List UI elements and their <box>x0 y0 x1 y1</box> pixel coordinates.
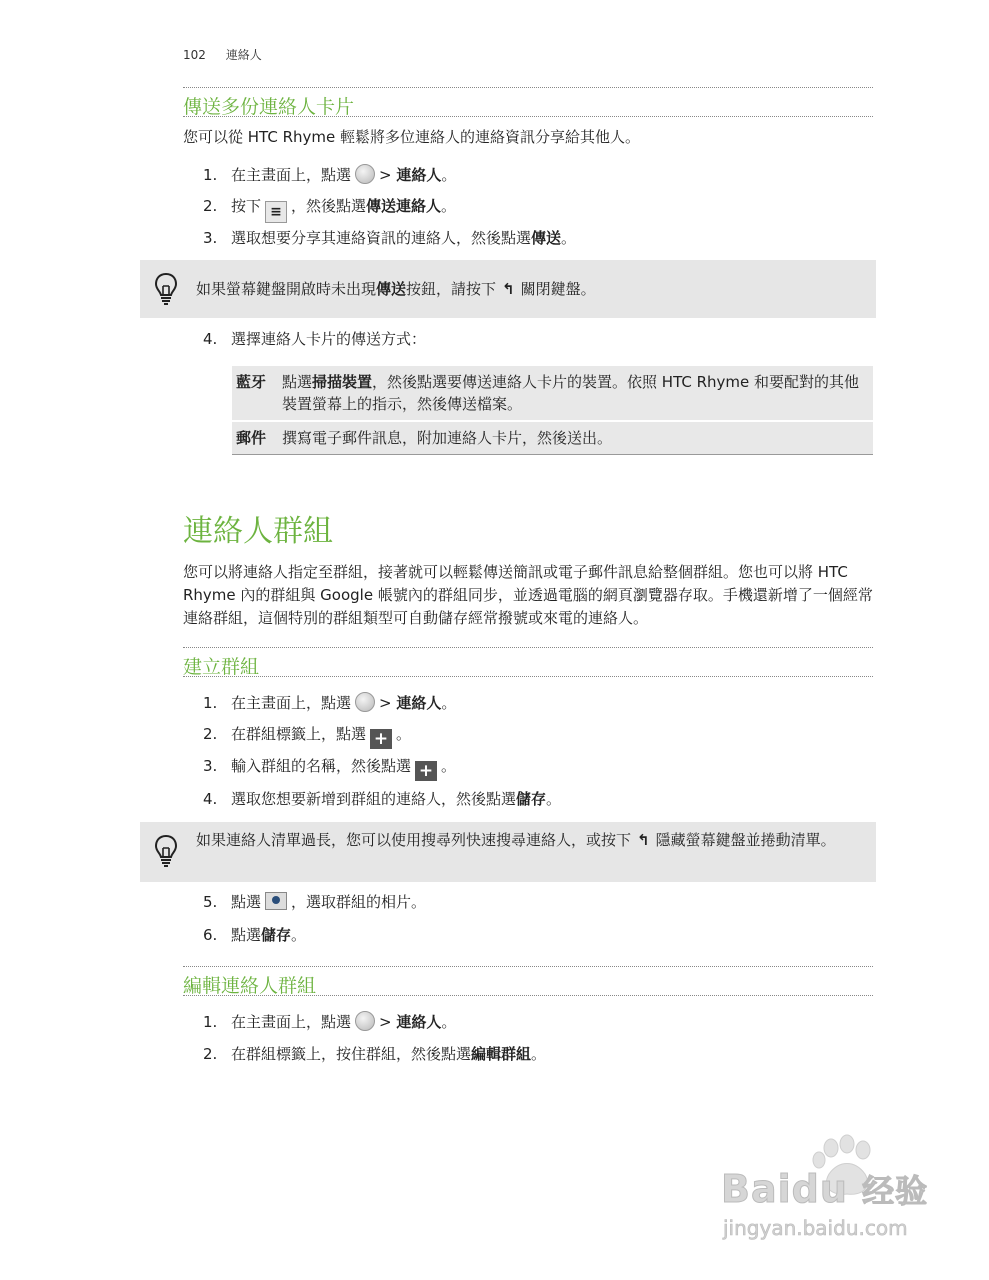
watermark-cn: 经验 <box>862 1172 929 1210</box>
camera-icon <box>265 892 287 910</box>
section-title-share: 傳送多份連絡人卡片 <box>183 96 355 118</box>
method-desc: 撰寫電子郵件訊息，附加連絡人卡片，然後送出。 <box>278 421 873 455</box>
divider <box>183 966 873 967</box>
section-title-create: 建立群組 <box>183 656 260 678</box>
groups-intro: 您可以將連絡人指定至群組，接著就可以輕鬆傳送簡訊或電子郵件訊息給整個群組。您也可以將 HTC Rhyme 內的群組與 Google 帳號內的群組同步，並透過電腦的網頁瀏覽器存取。手機還新增了一個經常連絡群組，這個特別的群組類型可自動儲存經常撥號或來電的連絡人。 <box>183 563 873 627</box>
share-step-4: 4. 選擇連絡人卡片的傳送方式： <box>203 330 427 348</box>
page-title-groups: 連絡人群組 <box>183 514 333 549</box>
watermark-brand-2: du <box>791 1167 848 1211</box>
edit-step-1: 1. 在主畫面上，點選 > 連絡人。 <box>203 1013 457 1031</box>
send-methods-table <box>232 366 873 455</box>
create-step-4: 4. 選取您想要新增到群組的連絡人，然後點選儲存。 <box>203 790 562 808</box>
chapter-title: 連絡人 <box>225 48 262 62</box>
all-apps-icon <box>355 164 375 184</box>
create-step-1: 1. 在主畫面上，點選 > 連絡人。 <box>203 694 457 712</box>
page-number: 102 <box>183 48 206 62</box>
lightbulb-icon <box>154 834 178 868</box>
menu-icon: ≡ <box>265 201 287 223</box>
all-apps-icon <box>355 692 375 712</box>
table-row <box>232 421 873 455</box>
create-step-2: 2. 在群組標籤上，點選 + 。 <box>203 725 412 749</box>
create-step-3: 3. 輸入群組的名稱，然後點選 + 。 <box>203 757 457 781</box>
add-icon: + <box>370 729 392 749</box>
share-step-3: 3. 選取想要分享其連絡資訊的連絡人，然後點選傳送。 <box>203 229 577 247</box>
divider <box>183 87 873 88</box>
divider <box>183 676 873 677</box>
divider <box>183 647 873 648</box>
page-header <box>183 46 262 63</box>
tip-box: 如果連絡人清單過長，您可以使用搜尋列快速搜尋連絡人，或按下 ↰ 隱藏螢幕鍵盤並捲動清單。 <box>140 822 876 882</box>
create-step-5: 5. 點選 ，選取群組的相片。 <box>203 893 427 911</box>
add-icon: + <box>415 761 437 781</box>
lightbulb-icon <box>154 272 178 306</box>
share-intro: 您可以從 HTC Rhyme 輕鬆將多位連絡人的連絡資訊分享給其他人。 <box>183 128 640 146</box>
divider <box>183 116 873 117</box>
back-icon: ↰ <box>502 280 515 298</box>
method-key: 郵件 <box>232 421 278 455</box>
tip-box: 如果螢幕鍵盤開啟時未出現傳送按鈕，請按下 ↰ 關閉鍵盤。 <box>140 260 876 318</box>
edit-step-2: 2. 在群組標籤上，按住群組，然後點選編輯群組。 <box>203 1045 547 1063</box>
all-apps-icon <box>355 1011 375 1031</box>
back-icon: ↰ <box>637 831 650 849</box>
watermark-brand: Bai <box>721 1167 792 1211</box>
method-key: 藍牙 <box>236 373 267 391</box>
section-title-edit: 編輯連絡人群組 <box>183 975 317 997</box>
share-step-2: 2. 按下 ≡ ，然後點選傳送連絡人。 <box>203 196 456 223</box>
divider <box>183 995 873 996</box>
method-desc: 點選掃描裝置，然後點選要傳送連絡人卡片的裝置。依照 HTC Rhyme 和要配對的其他裝置螢幕上的指示，然後傳送檔案。 <box>282 373 860 413</box>
watermark-url: jingyan.baidu.com <box>723 1216 908 1240</box>
share-step-1: 1. 在主畫面上，點選 > 連絡人。 <box>203 166 457 184</box>
table-row <box>232 366 873 421</box>
create-step-6: 6. 點選儲存。 <box>203 926 307 944</box>
baidu-watermark <box>721 1134 931 1242</box>
